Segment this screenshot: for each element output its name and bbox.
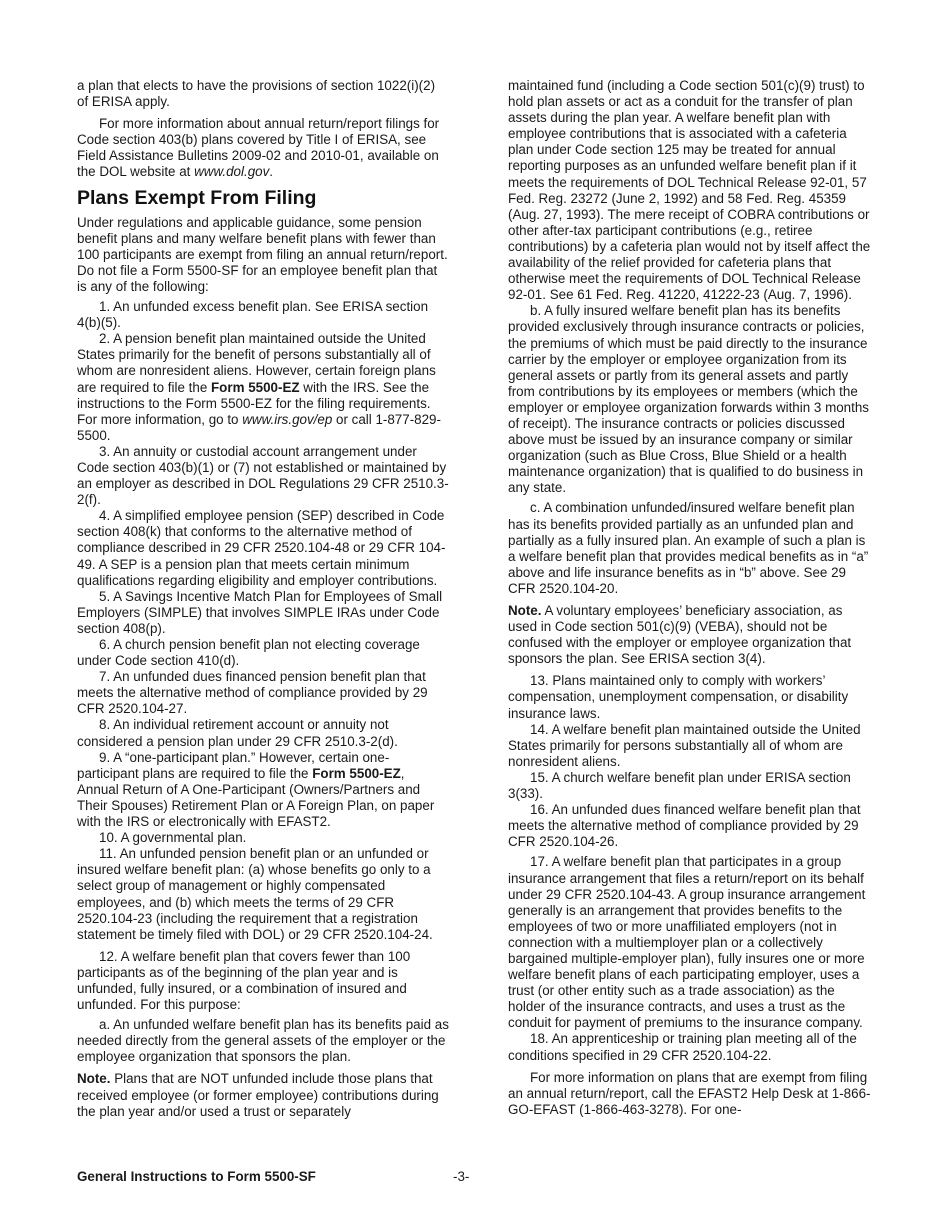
list-item-12c: c. A combination unfunded/insured welfare benefit plan has its benefits provided partially as an unfunded plan and partially as a fully insured plan. An example of such a plan is a welfare benefit plan that provides medical benefits as in “a” above and life insurance benefits as in “b” above. See 29 CFR 2520.104-20. [508,500,869,596]
list-item-6: 6. A church pension benefit plan not electing coverage under Code section 410(d). [77,637,420,669]
list-item-7: 7. An unfunded dues financed pension benefit plan that meets the alternative method of compliance provided by 29 CFR 2520.104-27. [77,669,428,717]
dol-website-link[interactable]: www.dol.gov [194,164,270,180]
irs-website-link[interactable]: www.irs.gov/ep [242,411,333,427]
list-item-1: 1. An unfunded excess benefit plan. See ERISA section 4(b)(5). [77,299,429,331]
closing-paragraph: For more information on plans that are exempt from filing an annual return/report, call the EFAST2 Help Desk at 1-866-GO-EFAST (1-866-463-3278). For one- [508,1069,871,1117]
page-number: -3- [453,1169,470,1184]
list-item-13: 13. Plans maintained only to comply with workers’ compensation, unemployment compensation, or disability insurance laws. [508,673,849,721]
paragraph-403b-info: For more information about annual return/report filings for Code section 403(b) plans covered by Title I of ERISA, see Field Assistance Bulletins 2009-02 and 2010-01, available on the DOL website at www.dol.gov. [77,116,440,180]
section-heading: Plans Exempt From Filing [77,186,317,209]
list-item-11: 11. An unfunded pension benefit plan or an unfunded or insured welfare benefit plan: (a) whose benefits go only to a select group of management or highly compensated employees, and (b) which meets the terms of 29 CFR 2520.104-23 (including the requirement that a registration statement be timely filed with DOL) or 29 CFR 2520.104-24. [77,846,433,942]
list-item-17: 17. A welfare benefit plan that participates in a group insurance arrangement that files a return/report on its behalf under 29 CFR 2520.104-43. A group insurance arrangement generally is an arrangement that provides benefits to the employees of two or more unaffiliated employers (not in connection with a multiemployer plan or a collectively bargained multiple-employer plan), fully insures one or more welfare benefit plans of each participating employer, uses a trust (or other entity such as a trade association) as the holder of the insurance contracts, and uses a trust as the conduit for payment of premiums to the insurance company. [508,854,866,1031]
list-item-12: 12. A welfare benefit plan that covers fewer than 100 participants as of the beginning of the plan year and is unfunded, fully insured, or a combination of insured and unfunded. For this purpose: [77,948,411,1013]
left-column [77,78,449,1120]
note-paragraph: Note. Plans that are NOT unfunded include those plans that received employee (or former employee) contributions during the plan year and/or used a trust or separately [77,1071,439,1119]
list-item-2: 2. A pension benefit plan maintained outside the United States primarily for the benefit of persons substantially all of whom are nonresident aliens. However, certain foreign plans are required to file the Form 5500-EZ with the IRS. See the instructions to the Form 5500-EZ for the filing requirements. For more information, go to www.irs.gov/ep or call 1-877-829-5500. [77,331,441,443]
list-item-8: 8. An individual retirement account or annuity not considered a pension plan under 29 CFR 2510.3-2(d). [77,717,398,749]
intro-paragraph: Under regulations and applicable guidance, some pension benefit plans and many welfare benefit plans with fewer than 100 participants are exempt from filing an annual return/report. Do not file a Form 5500-SF for an employee benefit plan that is any of the following: [77,214,448,294]
list-item-3: 3. An annuity or custodial account arrangement under Code section 403(b)(1) or (7) not established or maintained by an employer as described in DOL Regulations 29 CFR 2510.3-2(f). [77,443,449,508]
right-column [508,78,874,1118]
footer-title: General Instructions to Form 5500-SF [77,1169,316,1184]
list-item-12a: a. An unfunded welfare benefit plan has its benefits paid as needed directly from the general assets of the employer or the employee organization that sponsors the plan. [77,1017,449,1065]
list-item-4: 4. A simplified employee pension (SEP) described in Code section 408(k) that conforms to the alternative method of compliance described in 29 CFR 2520.104-48 or 29 CFR 104-49. A SEP is a pension plan that meets certain minimum qualifications regarding eligibility and employer contributions. [77,508,446,588]
paragraph-continuation: a plan that elects to have the provisions of section 1022(i)(2) of ERISA apply. [77,78,436,110]
list-item-14: 14. A welfare benefit plan maintained outside the United States primarily for persons substantially all of whom are nonresident aliens. [508,721,861,769]
list-item-5: 5. A Savings Incentive Match Plan for Employees of Small Employers (SIMPLE) that involves SIMPLE IRAs under Code section 408(p). [77,588,443,636]
list-item-10: 10. A governmental plan. [99,830,247,846]
list-item-12b: b. A fully insured welfare benefit plan has its benefits provided exclusively through insurance contracts or policies, the premiums of which must be paid directly to the insurance carrier by the employer or employee organization from its general assets or partly from its general assets and partly from contributions by its employees or members (which the employer or employee organization forwards within 3 months of receipt). The insurance contracts or policies discussed above must be issued by an insurance company or similar organization (such as Blue Cross, Blue Shield or a health maintenance organization) that is qualified to do business in any state. [508,303,869,496]
page-footer [77,1169,877,1187]
list-item-9: 9. A “one-participant plan.” However, certain one-participant plans are required to file the Form 5500-EZ, Annual Return of A One-Participant (Owners/Partners and Their Spouses) Retirement Plan or A Foreign Plan, on paper with the IRS or electronically with EFAST2. [77,749,435,830]
list-item-15: 15. A church welfare benefit plan under ERISA section 3(33). [508,769,851,802]
list-item-18: 18. An apprenticeship or training plan meeting all of the conditions specified in 29 CFR 2520.104-22. [508,1031,857,1063]
paragraph-continuation: maintained fund (including a Code section 501(c)(9) trust) to hold plan assets or act as a conduit for the transfer of plan assets during the plan year. A welfare benefit plan with employee contributions that is associated with a cafeteria plan under Code section 125 may be treated for annual reporting purposes as an unfunded welfare benefit plan if it meets the requirements of DOL Technical Release 92-01, 57 Fed. Reg. 23272 (June 2, 1992) and 58 Fed. Reg. 45359 (Aug. 27, 1993). The mere receipt of COBRA contributions or other after-tax participant contributions (e.g., retiree contributions) by a cafeteria plan would not by itself affect the availability of the relief provided for cafeteria plans that otherwise meet the requirements of DOL Technical Release 92-01. See 61 Fed. Reg. 41220, 41222-23 (Aug. 7, 1996). [508,78,871,303]
note-paragraph: Note. A voluntary employees’ beneficiary association, as used in Code section 501(c)(9) (VEBA), should not be confused with the employer or employee organization that sponsors the plan. See ERISA section 3(4). [508,603,852,667]
list-item-16: 16. An unfunded dues financed welfare benefit plan that meets the alternative method of compliance provided by 29 CFR 2520.104-26. [508,802,861,850]
